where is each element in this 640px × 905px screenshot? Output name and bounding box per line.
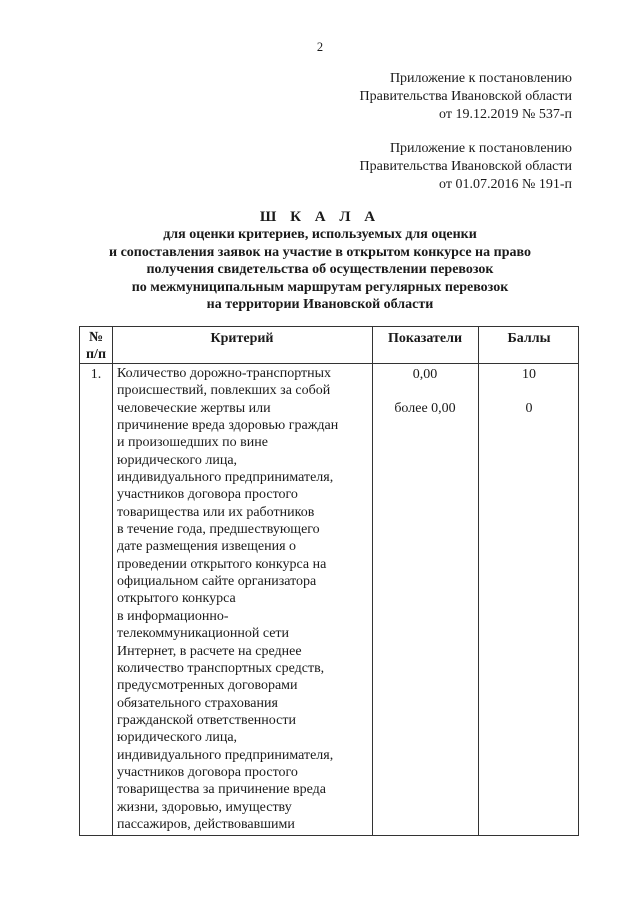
row-indicator: 0,00 xyxy=(412,367,438,382)
criterion-line: пассажиров, действовавшими xyxy=(117,816,295,832)
subtitle-line: получения свидетельства об осуществлении перевозок xyxy=(146,262,494,278)
criterion-line: происшествий, повлекших за собой xyxy=(117,383,331,399)
criterion-line: индивидуального предпринимателя, xyxy=(117,747,334,763)
header-number xyxy=(80,329,112,363)
criterion-line: в течение года, предшествующего xyxy=(117,522,320,538)
criterion-line: индивидуального предпринимателя, xyxy=(117,470,334,486)
row-points: 0 xyxy=(525,401,533,416)
criterion-line: юридического лица, xyxy=(117,452,238,468)
criterion-line: товарищества за причинение вреда xyxy=(117,782,327,798)
criterion-line: проведении открытого конкурса на xyxy=(117,556,327,572)
criterion-line: гражданской ответственности xyxy=(117,712,296,728)
criterion-line: официальном сайте организатора xyxy=(117,574,317,590)
appendix-line: от 19.12.2019 № 537-п xyxy=(439,107,572,122)
criterion-line: открытого конкурса xyxy=(117,591,236,607)
subtitle-line: по межмуниципальным маршрутам регулярных перевозок xyxy=(131,279,509,295)
criterion-line: Интернет, в расчете на среднее xyxy=(117,643,302,659)
appendix-header-2016 xyxy=(360,140,572,194)
criteria-table xyxy=(79,326,579,836)
subtitle-line: на территории Ивановской области xyxy=(206,297,434,313)
column-divider xyxy=(112,327,113,835)
criterion-line: участников договора простого xyxy=(117,487,298,503)
appendix-line: Приложение к постановлению xyxy=(389,71,572,86)
criterion-line: дате размещения извещения о xyxy=(117,539,297,555)
subtitle-line: для оценки критериев, используемых для оценки xyxy=(163,227,477,242)
criterion-line: Количество дорожно-транспортных xyxy=(117,366,332,381)
appendix-line: Правительства Ивановской области xyxy=(359,159,572,174)
document-title: Ш К А Л А xyxy=(259,209,381,225)
appendix-line: от 01.07.2016 № 191-п xyxy=(439,177,572,192)
header-points: Баллы xyxy=(507,331,551,346)
header-criterion: Критерий xyxy=(210,331,274,346)
row-number: 1. xyxy=(90,367,102,382)
criterion-line: причинение вреда здоровью граждан xyxy=(117,418,339,434)
row-criterion xyxy=(117,365,369,833)
subtitle-line: и сопоставления заявок на участие в открытом конкурсе на право xyxy=(109,244,531,260)
criterion-line: предусмотренных договорами xyxy=(117,678,298,694)
criterion-line: обязательного страхования xyxy=(117,695,278,711)
criterion-line: телекоммуникационной сети xyxy=(117,626,290,642)
criterion-line: и произошедших по вине xyxy=(117,435,268,451)
document-subtitle xyxy=(0,226,640,314)
row-points: 10 xyxy=(522,367,536,382)
criterion-line: юридического лица, xyxy=(117,730,238,746)
criterion-line: жизни, здоровью, имуществу xyxy=(117,799,292,815)
header-number-line: п/п xyxy=(85,347,107,362)
row-indicator: более 0,00 xyxy=(394,401,456,416)
page-number: 2 xyxy=(316,40,324,54)
header-divider xyxy=(80,363,578,364)
criterion-line: участников договора простого xyxy=(117,764,298,780)
appendix-header-2019 xyxy=(360,70,572,124)
header-indicators: Показатели xyxy=(387,331,463,346)
criterion-line: в информационно- xyxy=(117,608,229,624)
appendix-line: Правительства Ивановской области xyxy=(359,89,572,104)
criterion-line: товарищества или их работников xyxy=(117,504,315,520)
criterion-line: человеческие жертвы или xyxy=(117,400,271,416)
appendix-line: Приложение к постановлению xyxy=(389,141,572,156)
criterion-line: количество транспортных средств, xyxy=(117,660,325,676)
header-number-line: № xyxy=(88,330,104,345)
